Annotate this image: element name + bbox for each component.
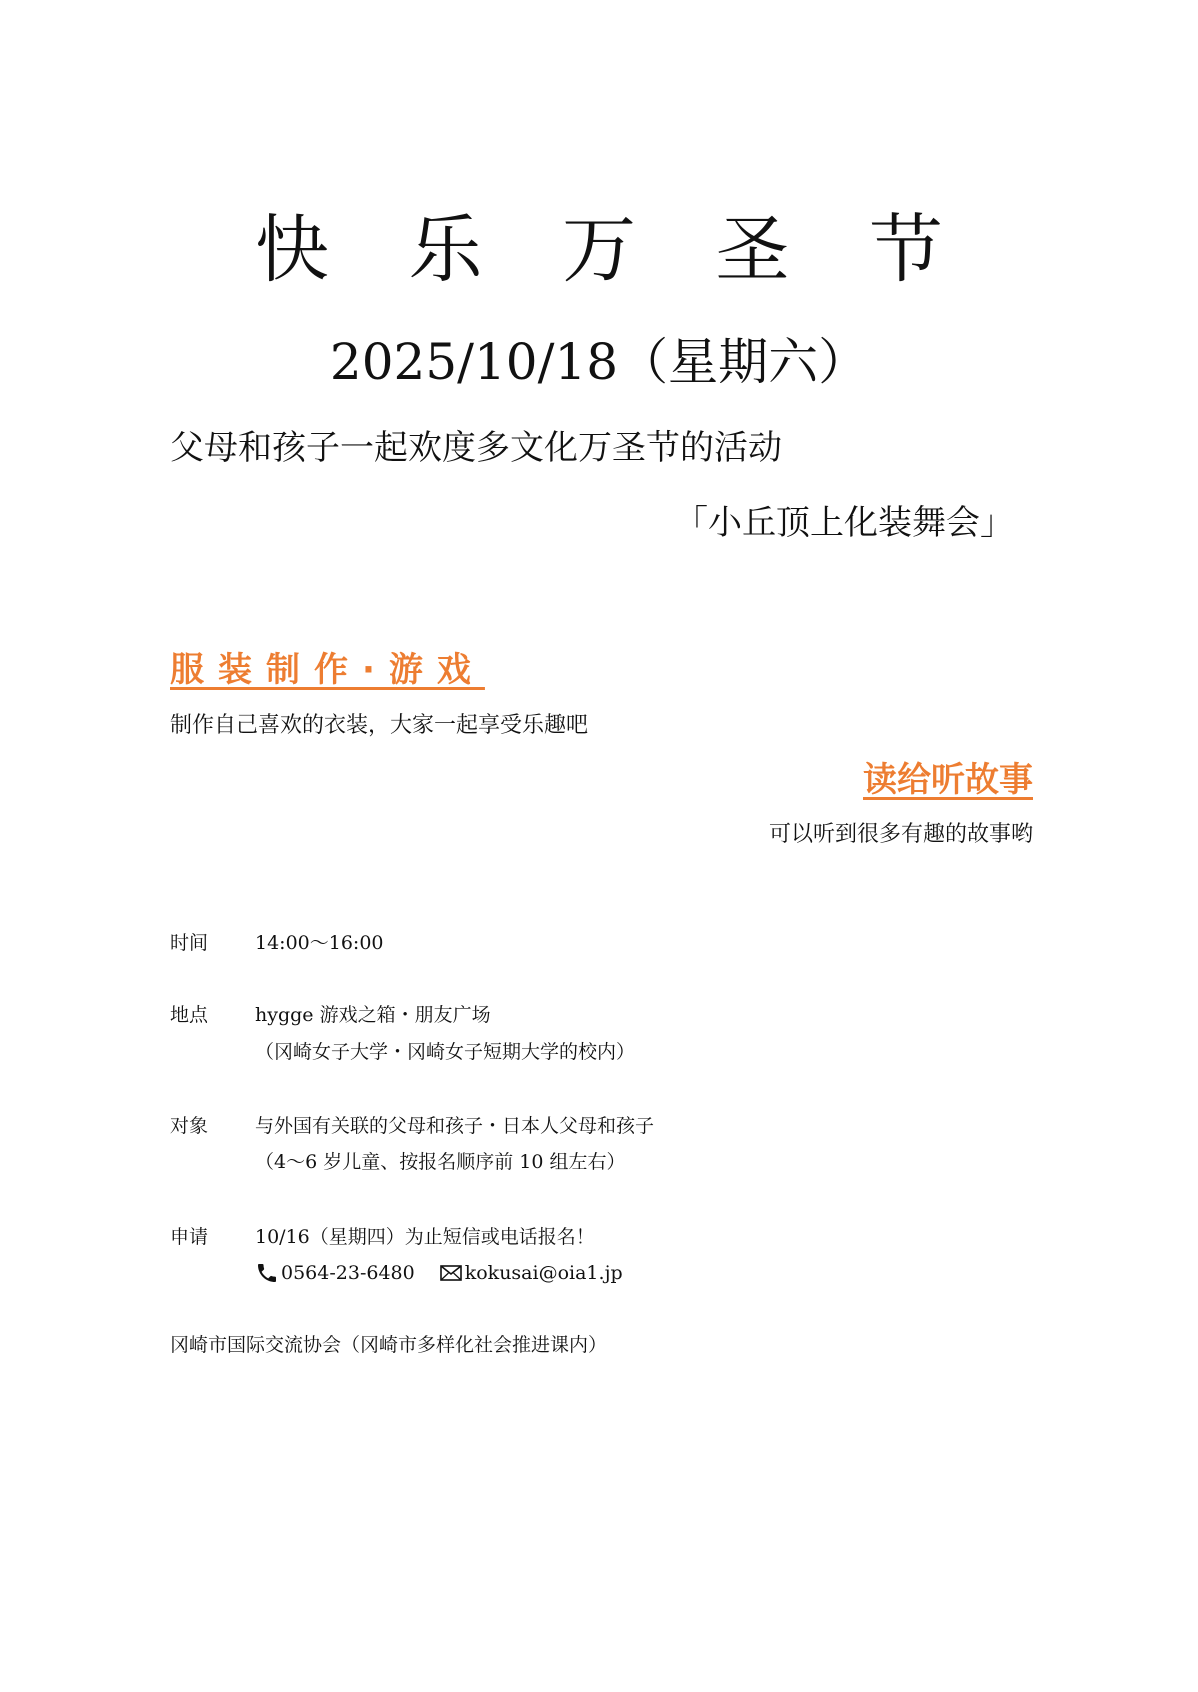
costume-section-heading: 服装制作·游戏 [170,650,485,690]
story-section-description: 可以听到很多有趣的故事哟 [768,822,1033,847]
page-title: 快 乐 万 圣 节 [254,207,972,293]
target-label: 对象 [170,1115,209,1137]
time-value: 14:00～16:00 [255,932,384,954]
event-date: 2025/10/18（星期六） [329,333,869,391]
story-section-heading: 读给听故事 [863,760,1033,800]
apply-value: 10/16（星期四）为止短信或电话报名！ [255,1226,595,1248]
time-label: 时间 [170,932,209,954]
costume-section-description: 制作自己喜欢的衣装，大家一起享受乐趣吧 [170,713,589,738]
target-note: （4～6 岁儿童、按报名顺序前 10 组左右） [255,1151,626,1173]
place-note: （冈崎女子大学・冈崎女子短期大学的校内） [255,1041,636,1063]
organizer: 冈崎市国际交流协会（冈崎市多样化社会推进课内） [170,1334,608,1356]
phone-icon [255,1261,279,1285]
contact-line [255,1259,623,1287]
event-name: 「小丘顶上化装舞会」 [674,503,1014,543]
place-value: hygge 游戏之箱・朋友广场 [255,1004,491,1026]
phone-number[interactable]: 0564-23-6480 [281,1262,415,1284]
envelope-icon [439,1261,463,1285]
target-value: 与外国有关联的父母和孩子・日本人父母和孩子 [255,1115,655,1137]
place-label: 地点 [170,1004,209,1026]
apply-label: 申请 [170,1226,209,1248]
email-address[interactable]: kokusai@oia1.jp [464,1262,623,1284]
event-subtitle: 父母和孩子一起欢度多文化万圣节的活动 [170,428,782,468]
